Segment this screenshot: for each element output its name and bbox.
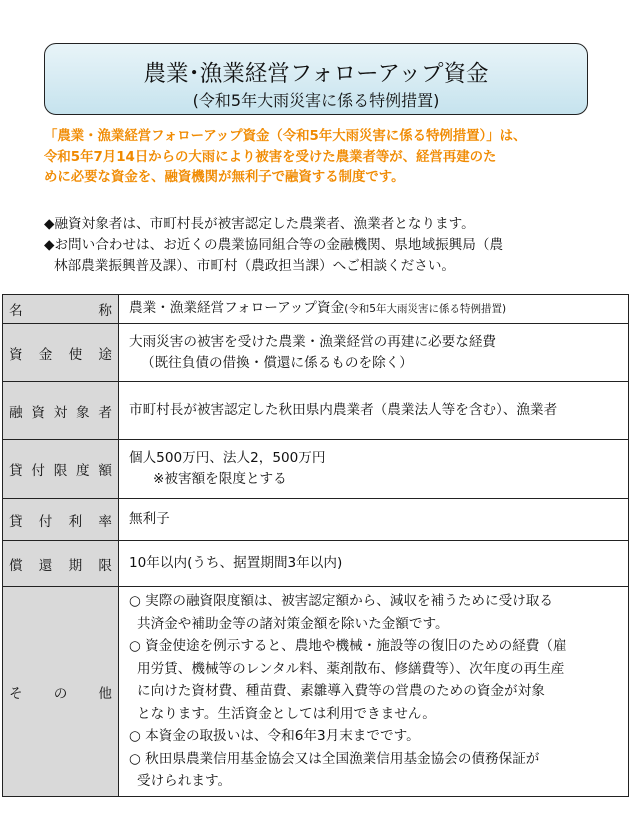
other-line: ○ 実際の融資限度額は、被害認定額から、減収を補うために受け取る <box>129 593 553 610</box>
page-title: 農業･漁業経営フォローアップ資金 <box>143 61 489 87</box>
table-row <box>3 440 629 499</box>
other-line: に向けた資材費、種苗費、素雛導入費等の営農のための資金が対象 <box>137 683 545 700</box>
row-label-name: 名 称 <box>3 295 119 324</box>
row-value-rate: 無利子 <box>119 499 629 541</box>
other-line: ○ 資金使途を例示すると、農地や機械・施設等の復旧のための経費（雇 <box>129 638 567 655</box>
lead-line: 令和5年7月14日からの大雨により被害を受けた農業者等が、経営再建のた <box>44 149 497 165</box>
row-label-term: 償還期限 <box>3 541 119 587</box>
row-value-term: 10年以内(うち、据置期間3年以内) <box>119 541 629 587</box>
table-row <box>3 295 629 324</box>
row-label-target: 融資対象者 <box>3 382 119 440</box>
name-value-small: (令和5年大雨災害に係る特例措置) <box>344 303 507 315</box>
table-row <box>3 324 629 382</box>
note-contact-line2: 林部農業振興普及課）、市町村（農政担当課）へご相談ください。 <box>54 258 456 274</box>
table-row <box>3 587 629 797</box>
note-contact-line1: ◆お問い合わせは、お近くの農業協同組合等の金融機関、県地域振興局（農 <box>44 237 504 253</box>
other-line: 共済金や補助金等の諸対策金額を除いた金額です。 <box>137 615 449 632</box>
other-item <box>129 748 622 793</box>
other-line: となります。生活資金としては利用できません。 <box>137 705 436 722</box>
table-row <box>3 382 629 440</box>
limit-line1: 個人500万円、法人2，500万円 <box>129 450 326 466</box>
table-row <box>3 499 629 541</box>
row-label-other: そ の 他 <box>3 587 119 797</box>
use-line2: （既往負債の借換・償還に係るものを除く） <box>141 354 413 371</box>
row-label-use: 資金使途 <box>3 324 119 382</box>
other-item <box>129 590 622 635</box>
page-subtitle: (令和5年大雨災害に係る特例措置) <box>192 91 440 110</box>
row-label-limit: 貸付限度額 <box>3 440 119 499</box>
row-value-limit <box>119 440 629 499</box>
title-box <box>44 43 588 115</box>
other-line: 用労賃、機械等のレンタル料、薬剤散布、修繕費等）、次年度の再生産 <box>137 660 565 677</box>
row-label-rate: 貸付利率 <box>3 499 119 541</box>
row-value-name <box>119 295 629 324</box>
other-item <box>129 725 622 748</box>
other-item <box>129 635 622 725</box>
notes <box>44 214 610 277</box>
note-target: ◆融資対象者は、市町村長が被害認定した農業者、漁業者となります。 <box>44 216 475 232</box>
other-line: ○ 本資金の取扱いは、令和6年3月末までです。 <box>129 728 420 745</box>
row-value-other <box>119 587 629 797</box>
other-line: ○ 秋田県農業信用基金協会又は全国漁業信用基金協会の債務保証が <box>129 750 540 767</box>
table-row <box>3 541 629 587</box>
use-line1: 大雨災害の被害を受けた農業・漁業経営の再建に必要な経費 <box>129 333 497 350</box>
row-value-target: 市町村長が被害認定した秋田県内農業者（農業法人等を含む）、漁業者 <box>119 382 629 440</box>
name-value: 農業・漁業経営フォローアップ資金 <box>129 300 345 316</box>
lead-paragraph <box>44 127 604 189</box>
other-line: 受けられます。 <box>137 773 232 790</box>
lead-line: めに必要な資金を、融資機関が無利子で融資する制度です。 <box>44 170 405 185</box>
loan-info-table <box>2 294 629 797</box>
lead-line: 「農業・漁業経営フォローアップ資金（令和5年大雨災害に係る特例措置）」は、 <box>44 129 527 144</box>
row-value-use <box>119 324 629 382</box>
limit-line2: ※被害額を限度とする <box>153 471 287 487</box>
